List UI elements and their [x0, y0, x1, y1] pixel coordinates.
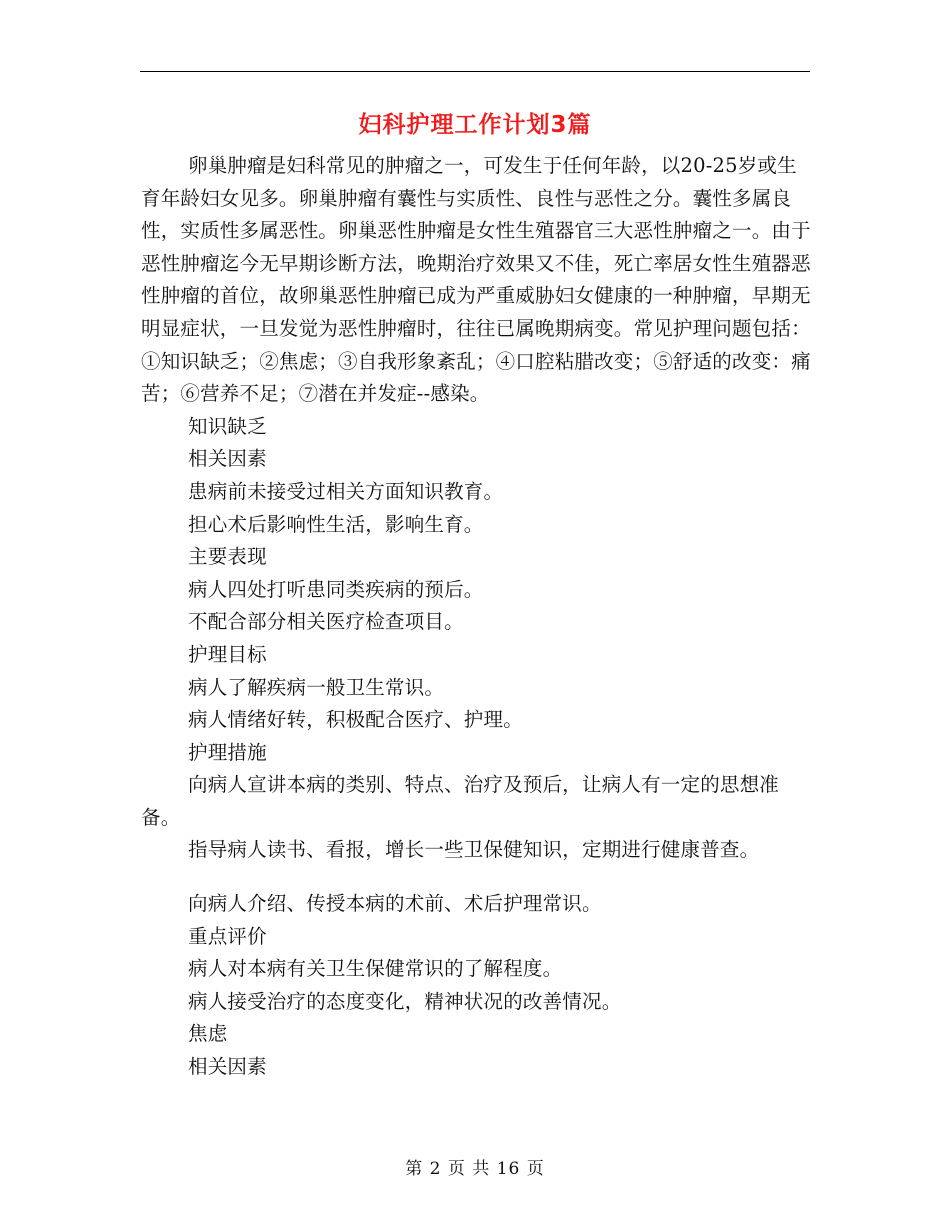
heading-knowledge-deficit: 知识缺乏 [188, 414, 267, 438]
intro-paragraph: 卵巢肿瘤是妇科常见的肿瘤之一，可发生于任何年龄，以20-25岁或生育年龄妇女见多。卵巢肿瘤有囊性与实质性、良性与恶性之分。囊性多属良性，实质性多属恶性。卵巢恶性肿瘤是女性生殖器官三大恶性肿瘤之一。由于恶性肿瘤迄今无早期诊断方法，晚期治疗效果又不佳，死亡率居女性生殖器恶性肿瘤的首位，故卵巢恶性肿瘤已成为严重威胁妇女健康的一种肿瘤，早期无明显症状，一旦发觉为恶性肿瘤时，往往已属晚期病变。常见护理问题包括：①知识缺乏；②焦虑；③自我形象紊乱；④口腔粘腊改变；⑤舒适的改变：痛苦；⑥营养不足；⑦潜在并发症--感染。 [141, 154, 811, 406]
text-line: 向病人介绍、传授本病的术前、术后护理常识。 [188, 892, 602, 916]
document-title: 妇科护理工作计划3篇 [358, 112, 592, 138]
text-line: 担心术后影响性生活，影响生育。 [188, 512, 484, 536]
page-number: 第 2 页 共 16 页 [405, 1159, 545, 1179]
blank-gap [141, 867, 813, 888]
heading-related-factors: 相关因素 [188, 1055, 267, 1079]
text-line: 病人对本病有关卫生保健常识的了解程度。 [188, 957, 563, 981]
heading-nursing-measures: 护理措施 [188, 740, 267, 764]
heading-anxiety: 焦虑 [188, 1022, 228, 1046]
text-line: 病人情绪好转，积极配合医疗、护理。 [188, 708, 523, 732]
heading-key-evaluation: 重点评价 [188, 924, 267, 948]
document-body [141, 150, 813, 1084]
header-rule [140, 71, 810, 72]
text-line: 患病前未接受过相关方面知识教育。 [188, 479, 504, 503]
text-line: 病人了解疾病一般卫生常识。 [188, 675, 445, 699]
text-line: 病人接受治疗的态度变化，精神状况的改善情况。 [188, 989, 622, 1013]
text-line: 病人四处打听患同类疾病的预后。 [188, 577, 484, 601]
heading-related-factors: 相关因素 [188, 447, 267, 471]
text-line: 不配合部分相关医疗检查项目。 [188, 610, 464, 634]
heading-nursing-goals: 护理目标 [188, 642, 267, 666]
wrapped-paragraph: 向病人宣讲本病的类别、特点、治疗及预后，让病人有一定的思想准备。 [141, 773, 780, 829]
heading-main-manifestations: 主要表现 [188, 545, 267, 569]
text-line: 指导病人读书、看报，增长一些卫保健知识，定期进行健康普查。 [188, 838, 760, 862]
